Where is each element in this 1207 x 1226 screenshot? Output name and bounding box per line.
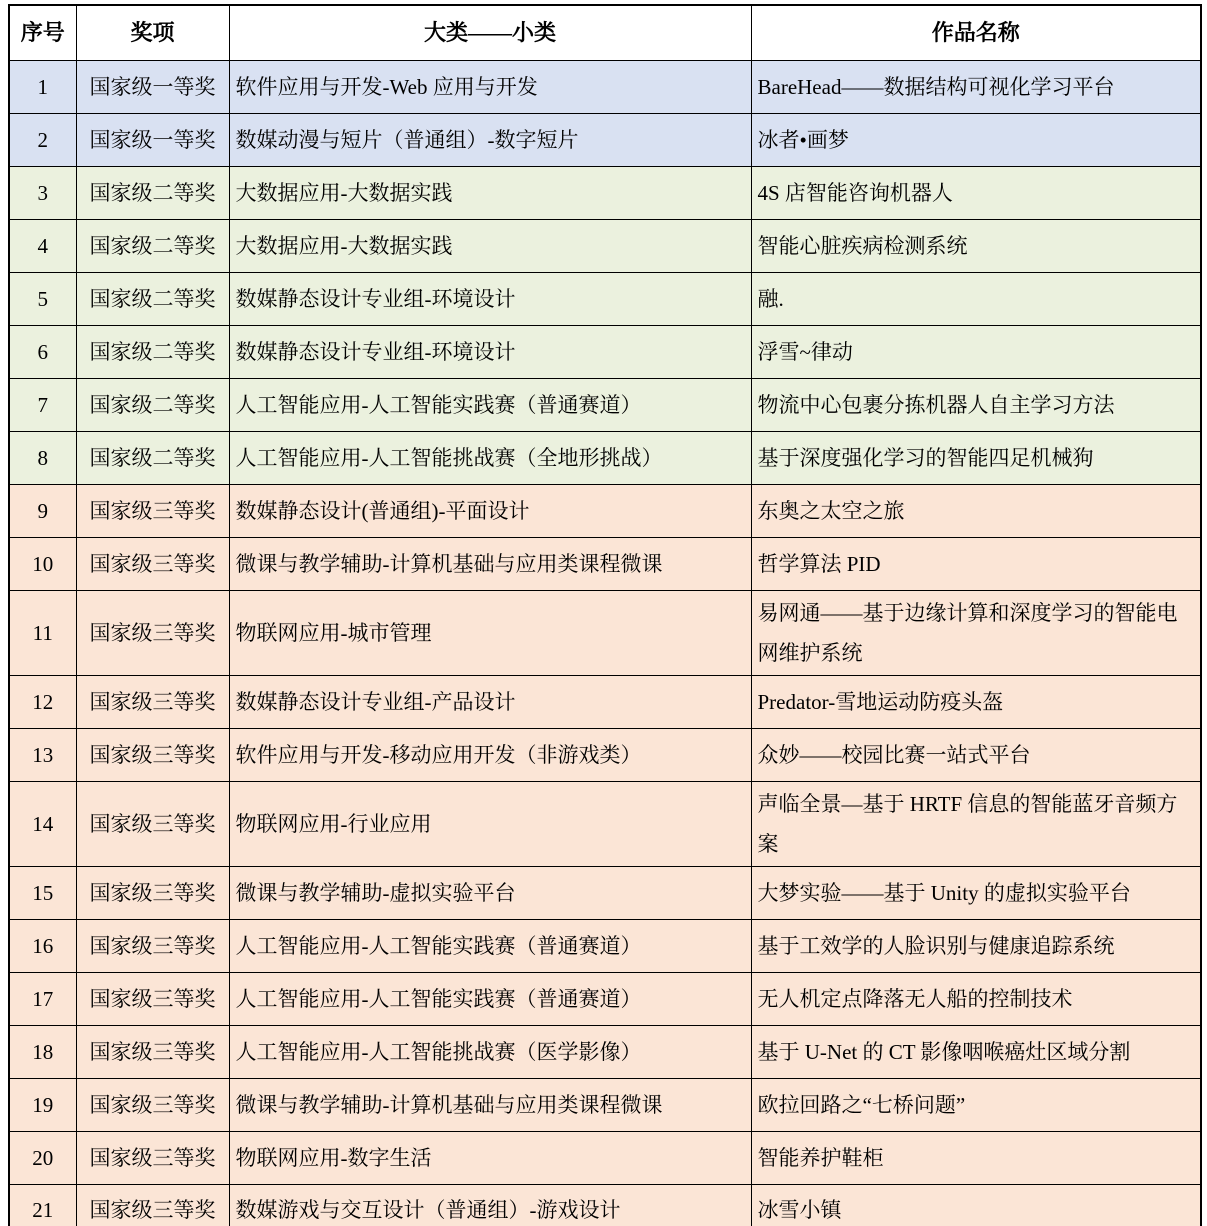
awards-table bbox=[8, 4, 1202, 1226]
cell-index: 13 bbox=[9, 728, 76, 781]
col-header-index: 序号 bbox=[9, 5, 76, 60]
cell-award: 国家级二等奖 bbox=[76, 325, 229, 378]
cell-award: 国家级二等奖 bbox=[76, 219, 229, 272]
cell-award: 国家级三等奖 bbox=[76, 1184, 229, 1226]
table-row bbox=[9, 781, 1201, 866]
cell-category: 微课与教学辅助-虚拟实验平台 bbox=[229, 866, 751, 919]
table-row bbox=[9, 60, 1201, 113]
table-row bbox=[9, 919, 1201, 972]
cell-award: 国家级三等奖 bbox=[76, 590, 229, 675]
cell-work: 物流中心包裹分拣机器人自主学习方法 bbox=[751, 378, 1201, 431]
table-row bbox=[9, 1131, 1201, 1184]
table-row bbox=[9, 325, 1201, 378]
cell-index: 2 bbox=[9, 113, 76, 166]
table-row bbox=[9, 675, 1201, 728]
col-header-award: 奖项 bbox=[76, 5, 229, 60]
table-row bbox=[9, 866, 1201, 919]
cell-work: 冰雪小镇 bbox=[751, 1184, 1201, 1226]
cell-index: 15 bbox=[9, 866, 76, 919]
cell-category: 大数据应用-大数据实践 bbox=[229, 219, 751, 272]
cell-category: 数媒静态设计(普通组)-平面设计 bbox=[229, 484, 751, 537]
table-row bbox=[9, 219, 1201, 272]
cell-work: 浮雪~律动 bbox=[751, 325, 1201, 378]
cell-category: 大数据应用-大数据实践 bbox=[229, 166, 751, 219]
table-row bbox=[9, 166, 1201, 219]
table-row bbox=[9, 972, 1201, 1025]
cell-work: 易网通——基于边缘计算和深度学习的智能电网维护系统 bbox=[751, 590, 1201, 675]
col-header-category: 大类——小类 bbox=[229, 5, 751, 60]
cell-index: 1 bbox=[9, 60, 76, 113]
cell-index: 3 bbox=[9, 166, 76, 219]
cell-category: 微课与教学辅助-计算机基础与应用类课程微课 bbox=[229, 1078, 751, 1131]
cell-award: 国家级三等奖 bbox=[76, 866, 229, 919]
table-row bbox=[9, 728, 1201, 781]
cell-index: 12 bbox=[9, 675, 76, 728]
cell-category: 物联网应用-城市管理 bbox=[229, 590, 751, 675]
cell-category: 人工智能应用-人工智能实践赛（普通赛道） bbox=[229, 919, 751, 972]
cell-index: 20 bbox=[9, 1131, 76, 1184]
cell-award: 国家级三等奖 bbox=[76, 675, 229, 728]
cell-index: 6 bbox=[9, 325, 76, 378]
cell-category: 物联网应用-行业应用 bbox=[229, 781, 751, 866]
cell-category: 微课与教学辅助-计算机基础与应用类课程微课 bbox=[229, 537, 751, 590]
cell-work: BareHead——数据结构可视化学习平台 bbox=[751, 60, 1201, 113]
cell-category: 人工智能应用-人工智能实践赛（普通赛道） bbox=[229, 378, 751, 431]
cell-award: 国家级二等奖 bbox=[76, 272, 229, 325]
cell-award: 国家级三等奖 bbox=[76, 1078, 229, 1131]
cell-award: 国家级二等奖 bbox=[76, 166, 229, 219]
cell-award: 国家级一等奖 bbox=[76, 60, 229, 113]
table-row bbox=[9, 431, 1201, 484]
cell-work: 冰者•画梦 bbox=[751, 113, 1201, 166]
cell-category: 数媒游戏与交互设计（普通组）-游戏设计 bbox=[229, 1184, 751, 1226]
cell-category: 人工智能应用-人工智能实践赛（普通赛道） bbox=[229, 972, 751, 1025]
cell-category: 数媒动漫与短片（普通组）-数字短片 bbox=[229, 113, 751, 166]
cell-work: 东奥之太空之旅 bbox=[751, 484, 1201, 537]
cell-category: 人工智能应用-人工智能挑战赛（医学影像） bbox=[229, 1025, 751, 1078]
cell-index: 16 bbox=[9, 919, 76, 972]
table-row bbox=[9, 113, 1201, 166]
cell-work: 欧拉回路之“七桥问题” bbox=[751, 1078, 1201, 1131]
cell-index: 18 bbox=[9, 1025, 76, 1078]
cell-index: 17 bbox=[9, 972, 76, 1025]
cell-award: 国家级二等奖 bbox=[76, 431, 229, 484]
table-row bbox=[9, 1184, 1201, 1226]
cell-index: 14 bbox=[9, 781, 76, 866]
cell-work: 基于工效学的人脸识别与健康追踪系统 bbox=[751, 919, 1201, 972]
cell-index: 19 bbox=[9, 1078, 76, 1131]
cell-work: 众妙——校园比赛一站式平台 bbox=[751, 728, 1201, 781]
cell-work: 哲学算法 PID bbox=[751, 537, 1201, 590]
table-row bbox=[9, 484, 1201, 537]
cell-index: 7 bbox=[9, 378, 76, 431]
cell-index: 21 bbox=[9, 1184, 76, 1226]
cell-work: 基于深度强化学习的智能四足机械狗 bbox=[751, 431, 1201, 484]
table-row bbox=[9, 272, 1201, 325]
col-header-work: 作品名称 bbox=[751, 5, 1201, 60]
cell-category: 软件应用与开发-移动应用开发（非游戏类） bbox=[229, 728, 751, 781]
cell-category: 数媒静态设计专业组-环境设计 bbox=[229, 272, 751, 325]
cell-award: 国家级三等奖 bbox=[76, 728, 229, 781]
table-row bbox=[9, 590, 1201, 675]
cell-index: 8 bbox=[9, 431, 76, 484]
cell-award: 国家级三等奖 bbox=[76, 537, 229, 590]
cell-award: 国家级二等奖 bbox=[76, 378, 229, 431]
table-row bbox=[9, 1025, 1201, 1078]
table-row bbox=[9, 537, 1201, 590]
cell-work: 声临全景—基于 HRTF 信息的智能蓝牙音频方案 bbox=[751, 781, 1201, 866]
cell-index: 4 bbox=[9, 219, 76, 272]
cell-index: 5 bbox=[9, 272, 76, 325]
header-row bbox=[9, 5, 1201, 60]
cell-work: 4S 店智能咨询机器人 bbox=[751, 166, 1201, 219]
cell-award: 国家级三等奖 bbox=[76, 781, 229, 866]
cell-work: 智能心脏疾病检测系统 bbox=[751, 219, 1201, 272]
cell-work: 融. bbox=[751, 272, 1201, 325]
cell-award: 国家级三等奖 bbox=[76, 484, 229, 537]
cell-award: 国家级一等奖 bbox=[76, 113, 229, 166]
cell-category: 人工智能应用-人工智能挑战赛（全地形挑战） bbox=[229, 431, 751, 484]
cell-work: 基于 U-Net 的 CT 影像咽喉癌灶区域分割 bbox=[751, 1025, 1201, 1078]
cell-award: 国家级三等奖 bbox=[76, 919, 229, 972]
cell-category: 数媒静态设计专业组-环境设计 bbox=[229, 325, 751, 378]
cell-work: Predator-雪地运动防疫头盔 bbox=[751, 675, 1201, 728]
cell-award: 国家级三等奖 bbox=[76, 1131, 229, 1184]
cell-index: 9 bbox=[9, 484, 76, 537]
cell-index: 11 bbox=[9, 590, 76, 675]
cell-category: 物联网应用-数字生活 bbox=[229, 1131, 751, 1184]
cell-work: 大梦实验——基于 Unity 的虚拟实验平台 bbox=[751, 866, 1201, 919]
table-row bbox=[9, 1078, 1201, 1131]
cell-award: 国家级三等奖 bbox=[76, 1025, 229, 1078]
cell-work: 智能养护鞋柜 bbox=[751, 1131, 1201, 1184]
table-row bbox=[9, 378, 1201, 431]
cell-category: 数媒静态设计专业组-产品设计 bbox=[229, 675, 751, 728]
cell-work: 无人机定点降落无人船的控制技术 bbox=[751, 972, 1201, 1025]
cell-award: 国家级三等奖 bbox=[76, 972, 229, 1025]
cell-index: 10 bbox=[9, 537, 76, 590]
cell-category: 软件应用与开发-Web 应用与开发 bbox=[229, 60, 751, 113]
